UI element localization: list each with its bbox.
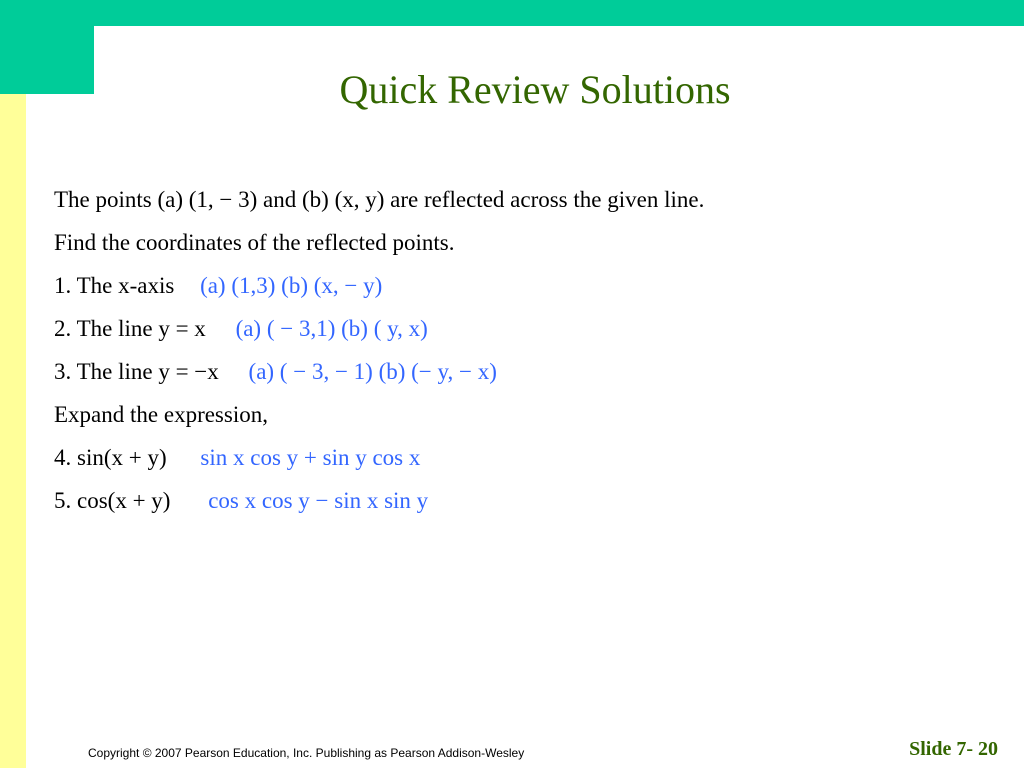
content-line-7	[54, 442, 994, 485]
top-accent-bar	[0, 0, 1024, 26]
answer-text: (a) ( − 3, − 1) (b) (− y, − x)	[248, 359, 497, 384]
content-line-6	[54, 399, 994, 442]
content-line-3	[54, 270, 994, 313]
left-accent-stripe	[0, 94, 26, 768]
copyright-text: Copyright © 2007 Pearson Education, Inc. Publishing as Pearson Addison-Wesley	[88, 746, 525, 760]
content-line-4	[54, 313, 994, 356]
content-line-1	[54, 184, 994, 227]
question-text: Find the coordinates of the reflected points.	[54, 230, 455, 255]
question-text: 1. The x-axis	[54, 273, 175, 298]
question-text: 3. The line y = −x	[54, 359, 219, 384]
content-line-5	[54, 356, 994, 399]
question-text: Expand the expression,	[54, 402, 268, 427]
slide-content	[54, 184, 994, 528]
slide-title: Quick Review Solutions	[339, 67, 731, 112]
question-text: 5. cos(x + y)	[54, 488, 171, 513]
content-line-8	[54, 485, 994, 528]
answer-text: (a) (1,3) (b) (x, − y)	[200, 273, 383, 298]
answer-text: cos x cos y − sin x sin y	[208, 488, 429, 513]
question-text: 4. sin(x + y)	[54, 445, 167, 470]
question-text: 2. The line y = x	[54, 316, 206, 341]
content-line-2	[54, 227, 994, 270]
answer-text: (a) ( − 3,1) (b) ( y, x)	[235, 316, 428, 341]
question-text: The points (a) (1, − 3) and (b) (x, y) are reflected across the given line.	[54, 187, 705, 212]
answer-text: sin x cos y + sin y cos x	[200, 445, 421, 470]
slide-number: Slide 7- 20	[909, 738, 998, 760]
